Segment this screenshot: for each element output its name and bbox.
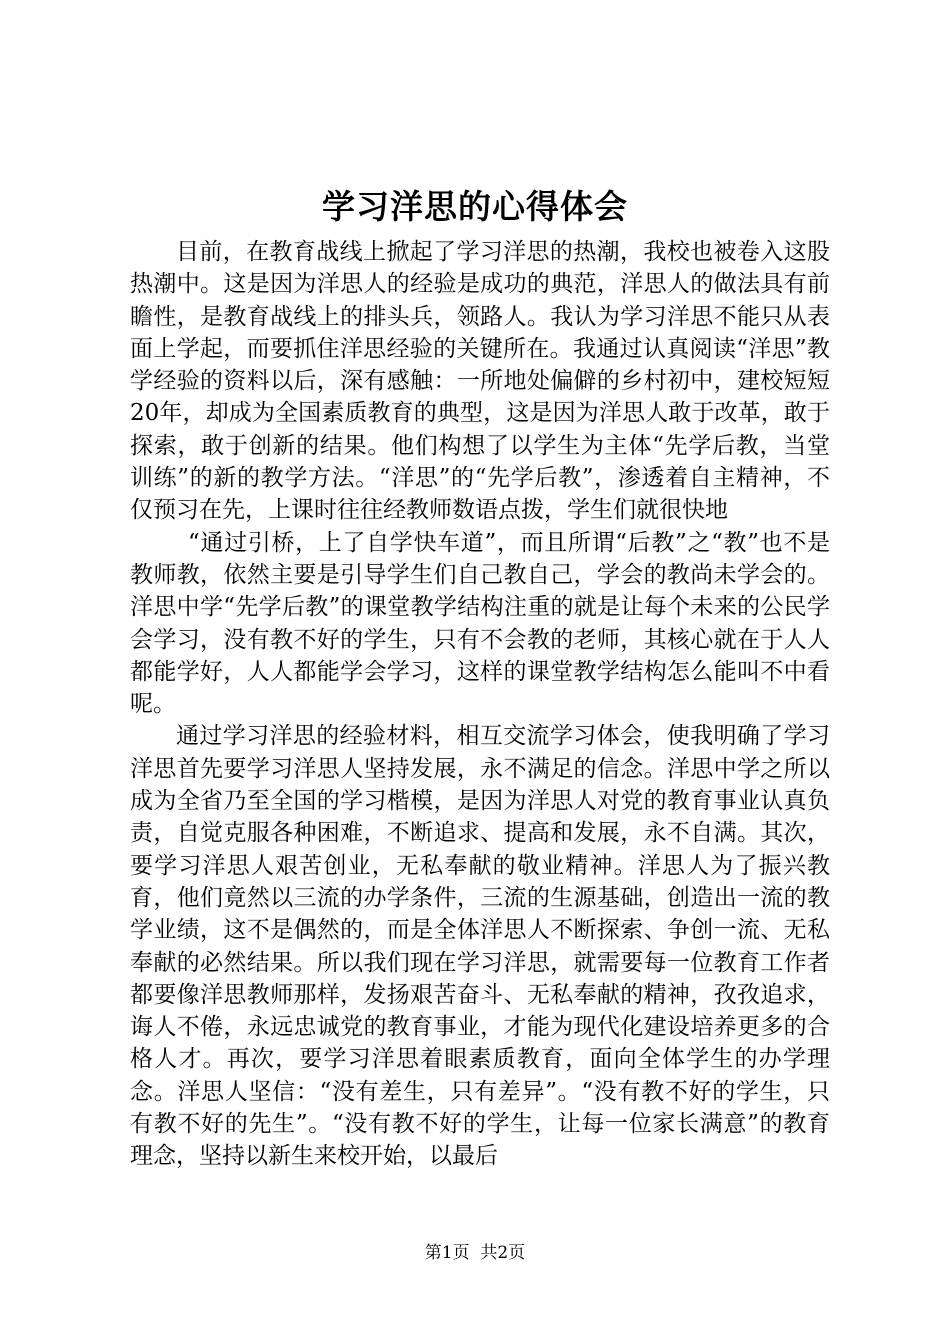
page-number-text: 第1页 共2页: [424, 1243, 526, 1263]
paragraph-1: 目前，在教育战线上掀起了学习洋思的热潮，我校也被卷入这股热潮中。这是因为洋思人的经验是成功的典范，洋思人的做法具有前瞻性，是教育战线上的排头兵，领路人。我认为学习洋思不能只从表面上学起，而要抓住洋思经验的关键所在。我通过认真阅读“洋思”教学经验的资料以后，深有感触：一所地处偏僻的乡村初中，建校短短20年，却成为全国素质教育的典型，这是因为洋思人敢于改革，敢于探索，敢于创新的结果。他们构想了以学生为主体“先学后教，当堂训练”的新的教学方法。“洋思”的“先学后教”，渗透着自主精神，不仅预习在先，上课时往往经教师数语点拨，学生们就很快地: [130, 239, 830, 524]
paragraph-3: 通过学习洋思的经验材料，相互交流学习体会，使我明确了学习洋思首先要学习洋思人坚持发展，永不满足的信念。洋思中学之所以成为全省乃至全国的学习楷模，是因为洋思人对党的教育事业认真负责，自觉克服各种困难，不断追求、提高和发展，永不自满。其次，要学习洋思人艰苦创业，无私奉献的敬业精神。洋思人为了振兴教育，他们竟然以三流的办学条件，三流的生源基础，创造出一流的教学业绩，这不是偶然的，而是全体洋思人不断探索、争创一流、无私奉献的必然结果。所以我们现在学习洋思，就需要每一位教育工作者都要像洋思教师那样，发扬艰苦奋斗、无私奉献的精神，孜孜追求，诲人不倦，永远忠诚党的教育事业，才能为现代化建设培养更多的合格人才。再次，要学习洋思着眼素质教育，面向全体学生的办学理念。洋思人坚信：“没有差生，只有差异”。“没有教不好的学生，只有教不好的先生”。“没有教不好的学生，让每一位家长满意”的教育理念，坚持以新生来校开始，以最后: [130, 723, 830, 1170]
paragraph-2: “通过引桥，上了自学快车道”，而且所谓“后教”之“教”也不是教师教，依然主要是引导学生们自己教自己，学会的教尚未学会的。洋思中学“先学后教”的课堂教学结构注重的就是让每个未来的公民学会学习，没有教不好的学生，只有不会教的老师，其核心就在于人人都能学好，人人都能学会学习，这样的课堂教学结构怎么能叫不中看呢。: [130, 529, 830, 718]
page-footer: [0, 1241, 950, 1265]
document-title: 学习洋思的心得体会: [322, 187, 628, 226]
document-body: [130, 236, 830, 1173]
